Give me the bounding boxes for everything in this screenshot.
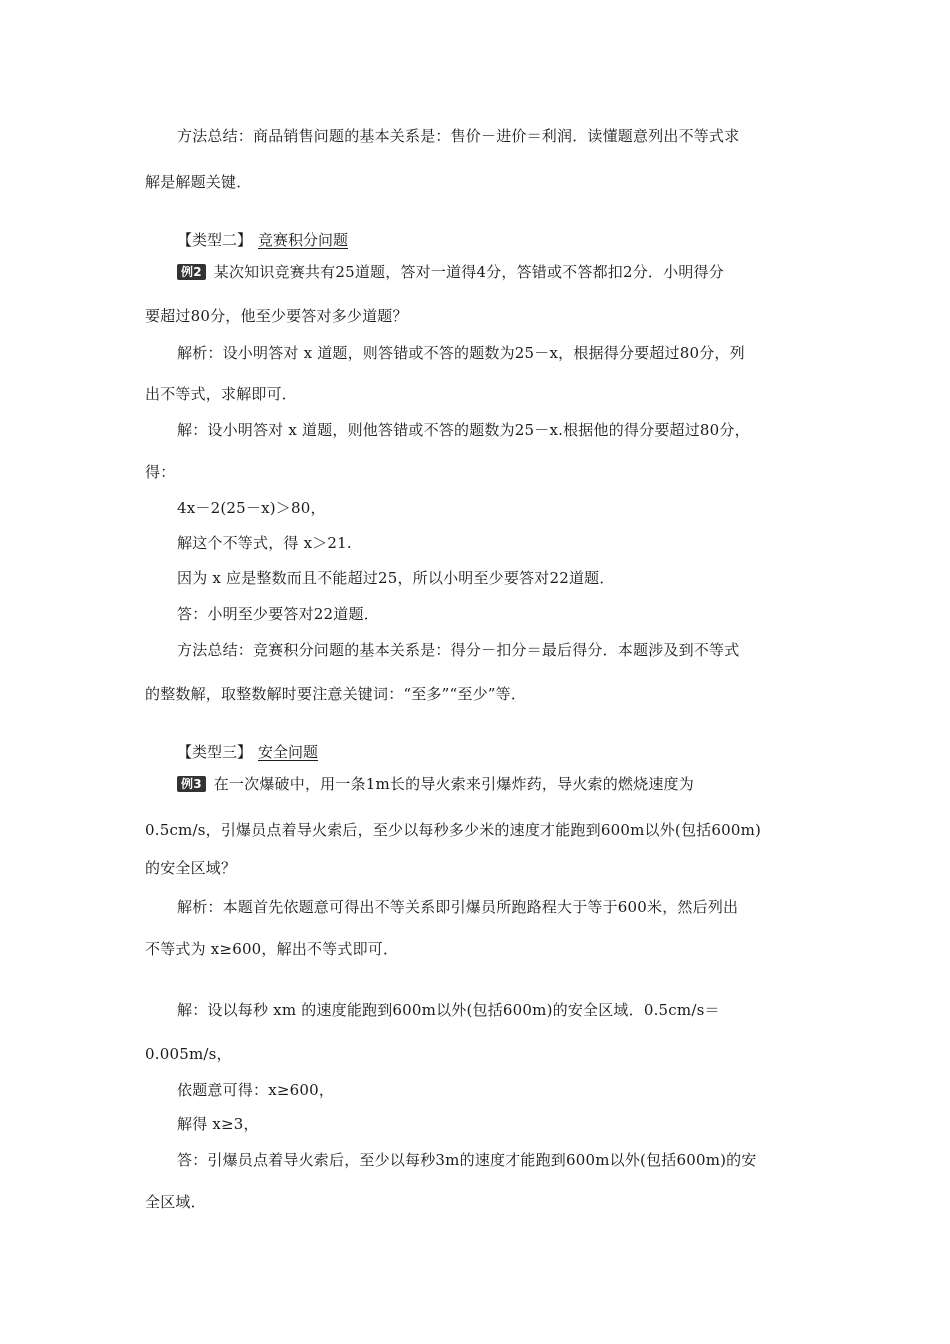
- example-3-solution-line-2: 0.005m/s，: [145, 1045, 232, 1063]
- example-3-answer-line-2: 全区域．: [145, 1193, 206, 1211]
- example-2-problem-line-1: [177, 262, 724, 282]
- section-heading-type-2: [177, 230, 348, 250]
- method-summary-2-line-1: 方法总结：竞赛积分问题的基本关系是：得分－扣分＝最后得分．本题涉及到不等式: [177, 641, 740, 659]
- example-3-problem-line-2: 0.5cm/s，引爆员点着导火索后，至少以每秒多少米的速度才能跑到600m以外(包括600m): [145, 821, 762, 839]
- method-summary-1-line-2: 解是解题关键．: [145, 173, 252, 191]
- section-topic: 安全问题: [258, 743, 319, 761]
- section-heading-type-3: [177, 742, 318, 762]
- example-2-solution-line-1: 解：设小明答对 x 道题，则他答错或不答的题数为25－x.根据他的得分要超过80分，: [177, 421, 750, 439]
- example-3-analysis-line-2: 不等式为 x≥600，解出不等式即可．: [145, 940, 399, 958]
- example-3-step-1: 依题意可得：x≥600，: [177, 1081, 335, 1099]
- example-3-problem-text: 在一次爆破中，用一条1m长的导火索来引爆炸药，导火索的燃烧速度为: [213, 775, 694, 793]
- example-2-badge: 例2: [177, 264, 206, 280]
- example-3-analysis-line-1: 解析：本题首先依题意可得出不等关系即引爆员所跑路程大于等于600米，然后列出: [177, 898, 739, 916]
- method-summary-2-line-2: 的整数解，取整数解时要注意关键词：“至多”“至少”等．: [145, 685, 527, 703]
- example-3-problem-line-3: 的安全区域？: [145, 859, 237, 877]
- example-3-solution-line-1: 解：设以每秒 xm 的速度能跑到600m以外(包括600m)的安全区域．0.5cm/s＝: [177, 1001, 720, 1019]
- section-bracket-label: 【类型三】: [177, 743, 253, 761]
- example-2-step-3: 因为 x 应是整数而且不能超过25，所以小明至少要答对22道题．: [177, 569, 615, 587]
- method-summary-1-line-1: 方法总结：商品销售问题的基本关系是：售价－进价＝利润．读懂题意列出不等式求: [177, 127, 740, 145]
- example-3-step-2: 解得 x≥3，: [177, 1115, 259, 1133]
- example-2-step-2: 解这个不等式，得 x＞21.: [177, 534, 352, 552]
- example-2-step-1: 4x－2(25－x)＞80，: [177, 499, 326, 517]
- example-3-answer-line-1: 答：引爆员点着导火索后，至少以每秒3m的速度才能跑到600m以外(包括600m)的安: [177, 1151, 757, 1169]
- section-bracket-label: 【类型二】: [177, 231, 253, 249]
- example-3-badge: 例3: [177, 776, 206, 792]
- example-2-problem-text: 某次知识竞赛共有25道题，答对一道得4分，答错或不答都扣2分．小明得分: [213, 263, 724, 281]
- example-2-analysis-line-1: 解析：设小明答对 x 道题，则答错或不答的题数为25－x，根据得分要超过80分，列: [177, 344, 745, 362]
- example-2-problem-line-2: 要超过80分，他至少要答对多少道题？: [145, 307, 408, 325]
- example-2-analysis-line-2: 出不等式，求解即可．: [145, 385, 298, 403]
- section-topic: 竞赛积分问题: [258, 231, 349, 249]
- example-3-problem-line-1: [177, 774, 694, 794]
- example-2-solution-line-2: 得：: [145, 463, 176, 481]
- example-2-answer: 答：小明至少要答对22道题．: [177, 605, 379, 623]
